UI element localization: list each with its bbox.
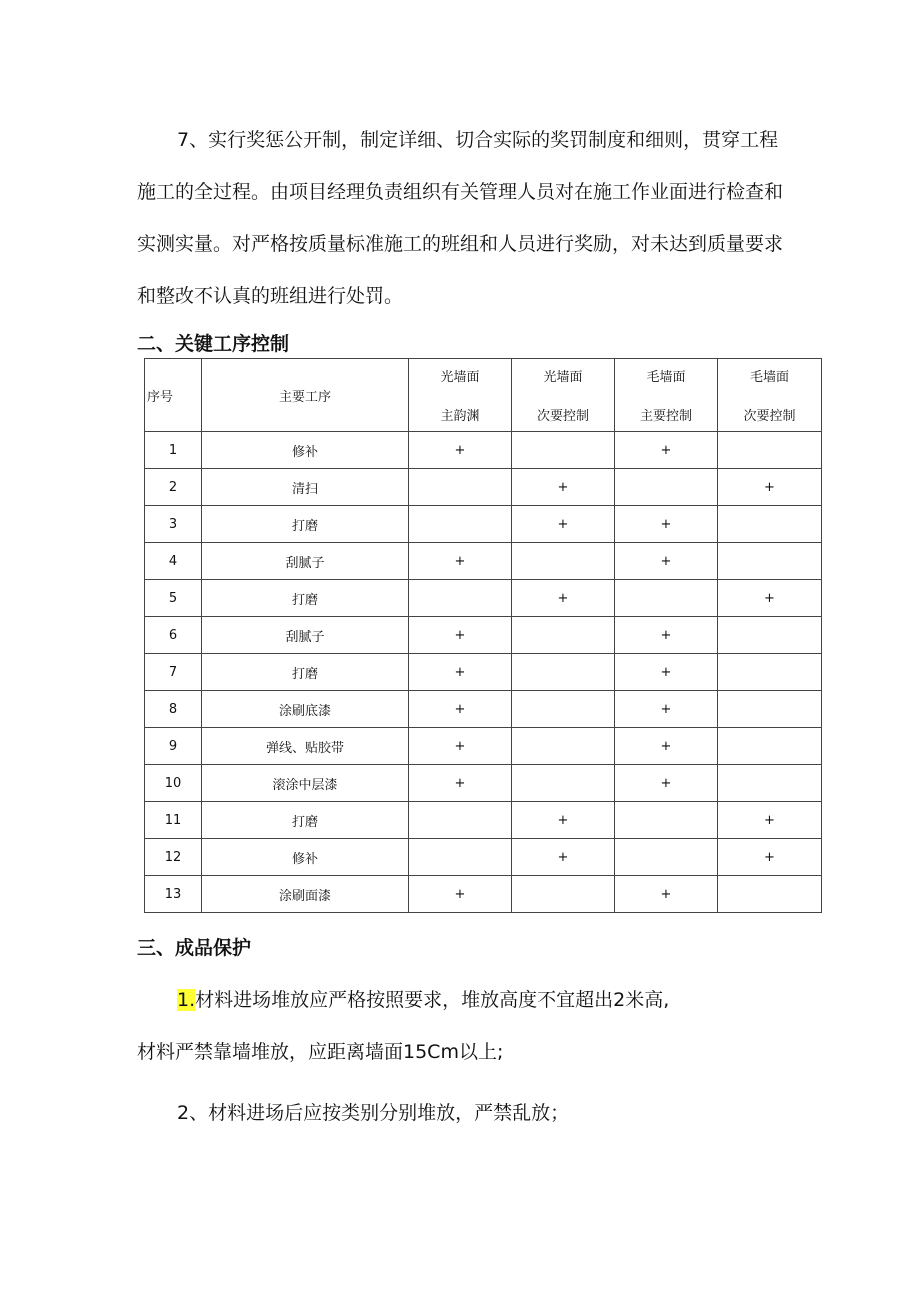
cell-process: 修补 [202,839,409,876]
header-col4-line2: 次要控制 [743,409,796,424]
cell-process: 滚涂中层漆 [202,765,409,802]
section3-item2 [137,1087,827,1139]
cell-col4 [718,691,822,728]
cell-col2 [512,654,615,691]
cell-col2 [512,691,615,728]
section3-item2-line: 2、材料进场后应按类别分别堆放，严禁乱放； [177,1102,570,1124]
cell-col1: + [409,876,512,913]
header-col2-line2: 次要控制 [536,409,589,424]
cell-col4: + [718,839,822,876]
cell-col4 [718,728,822,765]
cell-col2 [512,876,615,913]
intro-line-3: 实测实量。对严格按质量标准施工的班组和人员进行奖励，对未达到质量要求 [137,233,784,255]
table-row [145,839,822,876]
cell-seq: 5 [145,580,202,617]
cell-col4 [718,432,822,469]
cell-seq: 10 [145,765,202,802]
cell-col2 [512,543,615,580]
header-col3-line2: 主要控制 [639,409,692,424]
intro-line-1: 7、实行奖惩公开制，制定详细、切合实际的奖罚制度和细则，贯穿工程 [177,129,779,151]
cell-process: 修补 [202,432,409,469]
table-row [145,765,822,802]
cell-col2: + [512,506,615,543]
cell-col1: + [409,617,512,654]
cell-seq: 13 [145,876,202,913]
cell-col3 [615,580,718,617]
cell-col4 [718,765,822,802]
cell-col4: + [718,469,822,506]
table-row [145,728,822,765]
cell-col4 [718,617,822,654]
cell-col1 [409,580,512,617]
cell-col4 [718,543,822,580]
cell-process: 打磨 [202,802,409,839]
cell-col2 [512,617,615,654]
header-process: 主要工序 [202,359,409,432]
cell-col4 [718,654,822,691]
header-col4 [718,359,822,432]
cell-col3: + [615,506,718,543]
header-col3 [615,359,718,432]
cell-process: 弹线、贴胶带 [202,728,409,765]
cell-col1 [409,839,512,876]
cell-col2: + [512,802,615,839]
cell-col4: + [718,802,822,839]
cell-col3: + [615,728,718,765]
section2-title: 二、关键工序控制 [137,333,290,355]
cell-process: 刮腻子 [202,543,409,580]
cell-col1: + [409,765,512,802]
header-col3-line1: 毛墙面 [646,370,686,385]
cell-col2 [512,432,615,469]
cell-col2: + [512,839,615,876]
table-row [145,617,822,654]
cell-process: 涂刷面漆 [202,876,409,913]
cell-col3: + [615,543,718,580]
cell-col3: + [615,691,718,728]
table-row [145,876,822,913]
table-row [145,543,822,580]
cell-process: 打磨 [202,654,409,691]
table-row [145,802,822,839]
table-row [145,580,822,617]
cell-seq: 11 [145,802,202,839]
cell-col2: + [512,469,615,506]
cell-col3: + [615,765,718,802]
header-col1-line2: 主韵渊 [440,409,480,424]
section3-item1-line2: 材料严禁靠墙堆放，应距离墙面15Cm以上; [137,1041,504,1063]
cell-col2: + [512,580,615,617]
cell-seq: 8 [145,691,202,728]
cell-seq: 12 [145,839,202,876]
header-seq: 序号 [145,359,202,432]
table-row [145,654,822,691]
header-col4-line1: 毛墙面 [749,370,789,385]
cell-col1: + [409,691,512,728]
cell-col2 [512,728,615,765]
cell-col3 [615,802,718,839]
table-row [145,469,822,506]
header-col1 [409,359,512,432]
cell-col3: + [615,654,718,691]
cell-col3 [615,469,718,506]
cell-col1: + [409,728,512,765]
process-control-table [144,358,822,913]
section3-item1-text: 材料进场堆放应严格按照要求，堆放高度不宜超出2米高, [195,989,670,1011]
section3-item1-line1 [137,974,827,1026]
cell-col1: + [409,543,512,580]
cell-col1 [409,802,512,839]
table-header-row [145,359,822,432]
cell-col2 [512,765,615,802]
header-col2-line1: 光墙面 [543,370,583,385]
table-row [145,691,822,728]
cell-process: 打磨 [202,506,409,543]
cell-seq: 3 [145,506,202,543]
cell-col4: + [718,580,822,617]
cell-seq: 4 [145,543,202,580]
table-row [145,432,822,469]
highlighted-marker: 1. [177,989,196,1011]
cell-col3 [615,839,718,876]
section3-title: 三、成品保护 [137,937,252,959]
cell-col1 [409,506,512,543]
cell-seq: 6 [145,617,202,654]
cell-seq: 9 [145,728,202,765]
header-col1-line1: 光墙面 [440,370,480,385]
cell-seq: 2 [145,469,202,506]
cell-col4 [718,506,822,543]
section3-item1 [137,974,827,1078]
cell-col1 [409,469,512,506]
intro-paragraph [137,114,827,322]
intro-line-4: 和整改不认真的班组进行处罚。 [137,285,404,307]
cell-process: 涂刷底漆 [202,691,409,728]
table-row [145,506,822,543]
intro-line-2: 施工的全过程。由项目经理负责组织有关管理人员对在施工作业面进行检查和 [137,181,784,203]
cell-process: 清扫 [202,469,409,506]
cell-col3: + [615,876,718,913]
cell-col1: + [409,432,512,469]
cell-col4 [718,876,822,913]
cell-seq: 7 [145,654,202,691]
cell-seq: 1 [145,432,202,469]
cell-col3: + [615,617,718,654]
cell-process: 打磨 [202,580,409,617]
cell-process: 刮腻子 [202,617,409,654]
header-col2 [512,359,615,432]
cell-col1: + [409,654,512,691]
cell-col3: + [615,432,718,469]
